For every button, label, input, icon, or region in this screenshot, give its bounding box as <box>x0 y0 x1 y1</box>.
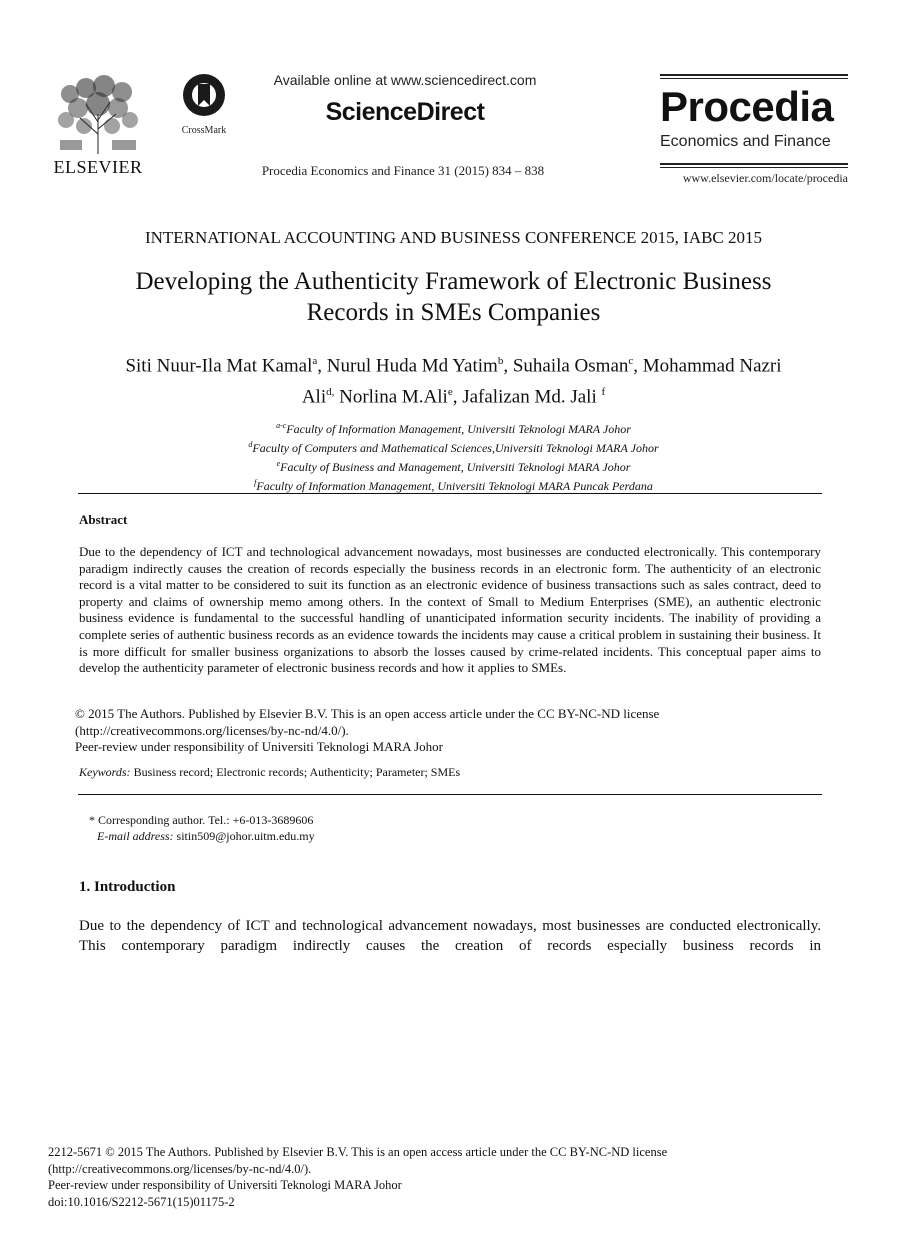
footer-license-link[interactable]: (http://creativecommons.org/licenses/by-nc-nd/4.0/). <box>48 1161 312 1176</box>
crossmark-label: CrossMark <box>181 125 227 136</box>
author-affil-mark: e <box>447 386 453 399</box>
available-online-text: Available online at www.sciencedirect.com <box>273 72 537 88</box>
affiliation-mark: f <box>254 478 257 487</box>
corresponding-author-note <box>89 812 689 844</box>
procedia-top-rule <box>660 74 848 76</box>
author-name-part: Mohammad Nazri <box>642 355 782 377</box>
crossmark-icon <box>181 72 227 118</box>
paper-title-line-2: Records in SMEs Companies <box>306 299 601 326</box>
sciencedirect-logo: ScienceDirect <box>325 98 485 126</box>
abstract-heading: Abstract <box>79 512 128 527</box>
footer-issn-license: 2212-5671 © 2015 The Authors. Published by Elsevier B.V. This is an open access article under the CC BY-NC-ND license <box>48 1145 668 1159</box>
author-name: Nurul Huda Md Yatim <box>326 355 498 377</box>
paper-title <box>80 266 827 328</box>
section-heading-introduction: 1. Introduction <box>79 879 176 895</box>
procedia-subtitle: Economics and Finance <box>660 133 831 150</box>
author-affil-mark: f <box>601 386 606 399</box>
author-line-2: Ali$^{d,}$ Norlina M.Ali$^e$, Jafalizan Md. Jali $^f$ <box>301 386 606 408</box>
author-affil-mark: d, <box>326 386 335 399</box>
affiliation-item <box>100 475 807 494</box>
crossmark-badge[interactable] <box>176 72 232 136</box>
procedia-url[interactable]: www.elsevier.com/locate/procedia <box>682 171 848 185</box>
affiliation-mark: e <box>276 459 281 468</box>
affiliation-list <box>100 418 807 494</box>
affiliation-mark: a-c <box>276 421 287 430</box>
author-name: Norlina M.Ali <box>339 386 448 408</box>
footer-peer-review: Peer-review under responsibility of Universiti Teknologi MARA Johor <box>48 1178 402 1192</box>
author-affil-mark: b <box>497 355 504 367</box>
footer-block <box>48 1144 848 1210</box>
license-line: © 2015 The Authors. Published by Elsevier B.V. This is an open access article under the CC BY-NC-ND license <box>75 706 660 721</box>
introduction-text: Due to the dependency of ICT and technological advancement nowadays, most businesses are conducted electronically. This contemporary paradigm indirectly causes the creation of records especially business records in <box>79 918 821 954</box>
author-name: Jafalizan Md. Jali <box>462 386 597 408</box>
author-line-1: Siti Nuur-Ila Mat Kamal$^a$, Nurul Huda Md Yatim$^b$, Suhaila Osman$^c$, Mohammad Nazri <box>125 355 782 377</box>
affiliation-text: Faculty of Business and Management, Universiti Teknologi MARA Johor <box>280 460 631 474</box>
affiliation-item <box>100 418 807 437</box>
affiliation-text: Faculty of Information Management, Universiti Teknologi MARA Puncak Perdana <box>256 479 653 493</box>
author-affil-mark: a <box>312 355 318 367</box>
corresponding-author-email-line <box>89 828 689 844</box>
procedia-logo-block <box>660 74 848 186</box>
peer-review-line: Peer-review under responsibility of Universiti Teknologi MARA Johor <box>75 739 443 754</box>
journal-reference: Procedia Economics and Finance 31 (2015) 834 – 838 <box>261 163 545 178</box>
procedia-bottom-rule <box>660 163 848 165</box>
author-affil-mark: c <box>628 355 634 367</box>
footer-doi[interactable]: doi:10.1016/S2212-5671(15)01175-2 <box>48 1194 235 1209</box>
email-label: E-mail address: <box>97 829 174 843</box>
author-name: Siti Nuur-Ila Mat Kamal <box>125 355 313 377</box>
keywords <box>79 765 819 780</box>
author-name: Suhaila Osman <box>512 355 629 377</box>
affiliation-mark: d <box>248 440 253 449</box>
license-block <box>75 706 815 756</box>
abstract-text: Due to the dependency of ICT and technological advancement nowadays, most businesses are conducted electronically. This contemporary paradigm indirectly causes the creation of records especially the business records in an electronic form. The authenticity of an electronic record is a vital matter to be considered to suit its function as an electronic evidence of business transactions such as sales contract, deed to property and claims of ownership memo among others. In the context of Small to Medium Enterprises (SME), an authentic electronic business evidence is fundamental to the successful handling of unanticipated information security incidents. The inability of providing a complete series of authentic business records as an evidence towards the incidents may cause a critical problem in sustaining their business. It is more difficult for smaller business organizations to absorb the losses caused by crime-related incidents. This conceptual paper aims to develop the authenticity parameter of electronic business records and how it applies to SMEs. <box>79 544 821 676</box>
paper-title-line-1: Developing the Authenticity Framework of Electronic Business <box>135 268 772 295</box>
divider-bottom <box>78 794 822 795</box>
procedia-title: Procedia <box>660 83 834 130</box>
affiliation-text: Faculty of Computers and Mathematical Sciences,Universiti Teknologi MARA Johor <box>252 441 659 455</box>
email-value[interactable]: sitin509@johor.uitm.edu.my <box>176 829 315 843</box>
author-name-part: Ali <box>301 386 327 408</box>
publisher-name: ELSEVIER <box>53 157 143 177</box>
affiliation-item <box>100 437 807 456</box>
author-list <box>70 348 837 411</box>
affiliation-text: Faculty of Information Management, Universiti Teknologi MARA Johor <box>286 422 631 436</box>
affiliation-item <box>100 456 807 475</box>
procedia-bottom-rule-thin <box>660 167 848 168</box>
divider-top <box>78 493 822 494</box>
license-link[interactable]: (http://creativecommons.org/licenses/by-nc-nd/4.0/). <box>75 722 349 738</box>
elsevier-tree-icon <box>50 74 146 158</box>
keywords-label: Keywords: <box>79 765 131 779</box>
procedia-top-rule-thin <box>660 78 848 79</box>
corresponding-author-phone: * Corresponding author. Tel.: +6-013-3689606 <box>89 813 314 827</box>
conference-name: INTERNATIONAL ACCOUNTING AND BUSINESS CONFERENCE 2015, IABC 2015 <box>144 228 763 247</box>
keywords-text: Business record; Electronic records; Authenticity; Parameter; SMEs <box>133 765 461 779</box>
